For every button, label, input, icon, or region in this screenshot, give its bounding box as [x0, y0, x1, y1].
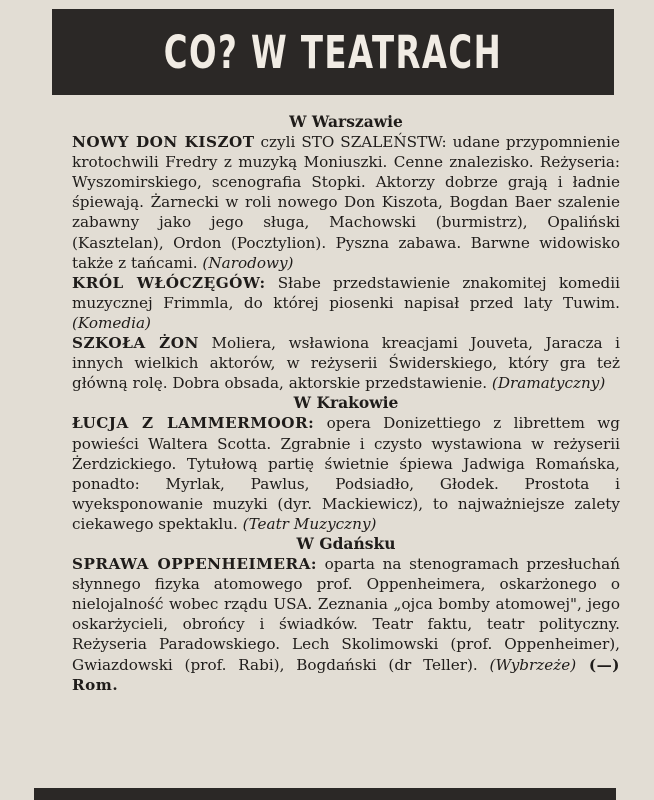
- play-review: [72, 273, 620, 333]
- theatre-name: (Teatr Muzyczny): [242, 514, 377, 533]
- play-review: [72, 554, 620, 695]
- column-title: CO? W TEATRACH: [163, 25, 503, 79]
- play-review: [72, 132, 620, 273]
- review-text: czyli STO SZALEŃSTW: udane przypomnienie krotochwili Fredry z muzyką Moniuszki. Cenne znalezisko. Reżyseria: Wyszomirskiego, scenografia Stopki. Aktorzy dobrze grają i ładnie śpiewają. Żarnecki w roli nowego Don Kiszota, Bogdan Baer szalenie zabawny jako jego sługa, Machowski (burmistrz), Opaliński (Kasztelan), Ordon (Pocztylion). Pyszna zabawa. Barwne widowisko także z tańcami.: [72, 133, 620, 272]
- play-title: ŁUCJA Z LAMMERMOOR:: [72, 414, 315, 433]
- play-review: [72, 333, 620, 393]
- author-signature: (—) Rom.: [72, 655, 620, 694]
- play-title: SZKOŁA ŻON: [72, 334, 199, 353]
- play-title: SPRAWA OPPENHEIMERA:: [72, 555, 317, 574]
- review-text: Moliera, wsławiona kreacjami Jouveta, Jaracza i innych wielkich aktorów, w reżyserii Świderskiego, który gra też główną rolę. Dobra obsada, aktorskie przedstawienie.: [72, 334, 620, 393]
- article-body: [72, 112, 620, 695]
- city-heading-warsaw: W Warszawie: [289, 112, 403, 131]
- review-text: oparta na stenogramach przesłuchań słynnego fizyka atomowego prof. Oppenheimera, oskarżonego o nielojalność wobec rządu USA. Zeznania „ojca bomby atomowej", jego oskarżycieli, obrońcy i świadków. Teatr faktu, teatr polityczny. Reżyseria Paradowskiego. Lech Skolimowski (prof. Oppenheimer), Gwiazdowski (prof. Rabi), Bogdański (dr Teller).: [72, 555, 620, 674]
- play-title: NOWY DON KISZOT: [72, 133, 255, 152]
- city-heading-krakow: W Krakowie: [293, 393, 399, 413]
- theatre-name: (Narodowy): [202, 253, 294, 272]
- column-header: [52, 9, 614, 95]
- theatre-name: (Komedia): [72, 313, 151, 332]
- review-text: Słabe przedstawienie znakomitej komedii muzycznej Frimmla, do której piosenki napisał przed laty Tuwim.: [72, 273, 620, 312]
- city-heading-gdansk: W Gdańsku: [296, 533, 396, 553]
- play-review: [72, 413, 620, 534]
- theatre-name: (Dramatyczny): [491, 374, 606, 393]
- play-title: KRÓL WŁÓCZĘGÓW:: [72, 273, 266, 292]
- bottom-rule: [34, 788, 616, 800]
- theatre-name: (Wybrzeże): [489, 655, 577, 674]
- review-text: opera Donizettiego z librettem wg powieści Waltera Scotta. Zgrabnie i czysto wystawiona w reżyserii Żerdzickiego. Tytułową partię świetnie śpiewa Jadwiga Romańska, ponadto: Myrlak, Pawlus, Podsiadło, Głodek. Prostota i wyeksponowanie muzyki (dyr. Mackiewicz), to najważniejsze zalety ciekawego spektaklu.: [72, 414, 620, 533]
